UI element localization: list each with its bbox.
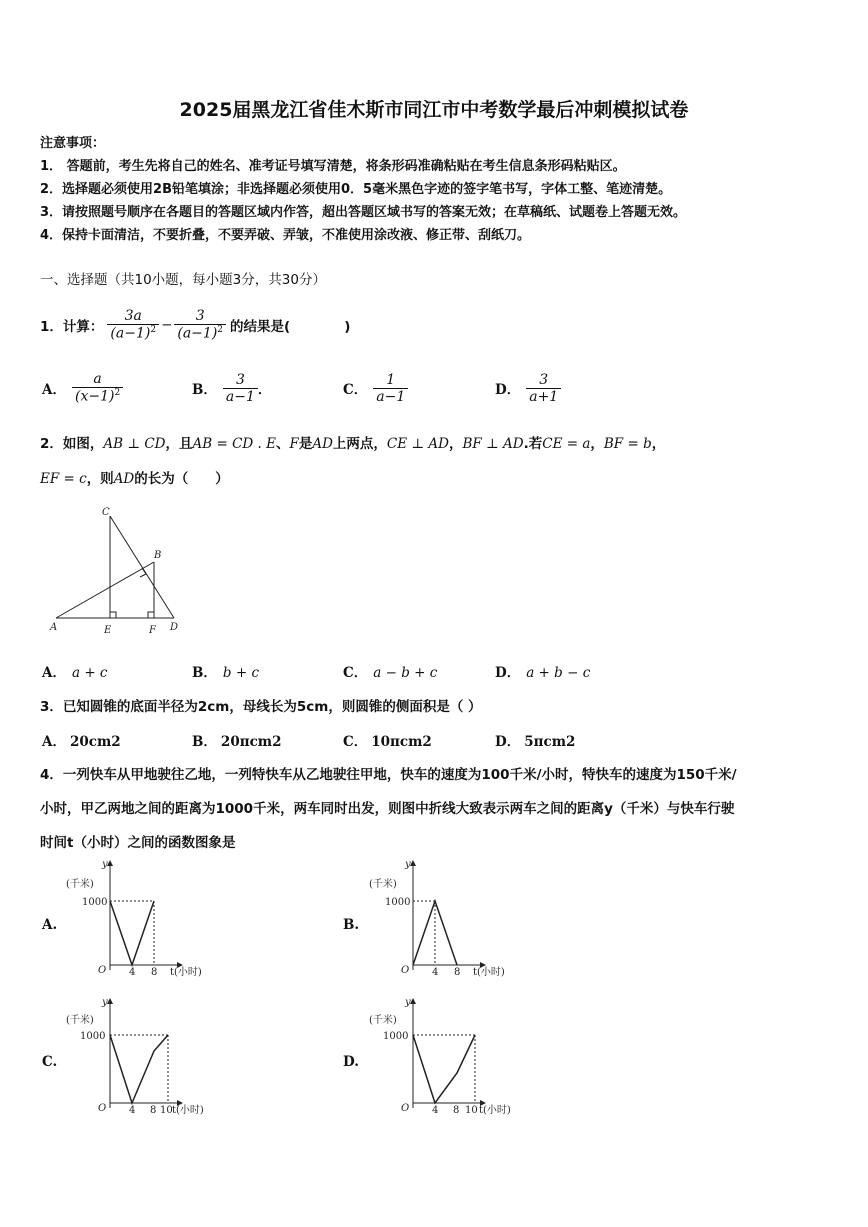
q3-option-a[interactable]: A． 20cm2	[42, 734, 121, 750]
y-unit: (千米)	[66, 879, 94, 890]
q1-fraction-2: $\frac{3}{(a-1)^2}$	[174, 308, 226, 342]
q3-option-b[interactable]: B． 20πcm2	[192, 734, 282, 750]
origin: O	[401, 965, 410, 976]
q2-option-c[interactable]: C． a − b + c	[343, 665, 438, 681]
q1-suffix: 的结果是( )	[230, 319, 351, 335]
segment-cd	[110, 516, 174, 618]
q2-option-b[interactable]: B． b + c	[192, 665, 260, 681]
t-unit: t(小时)	[172, 1105, 204, 1116]
t-4: 4	[432, 967, 439, 978]
q2-geometry-figure	[40, 500, 200, 640]
y-unit: (千米)	[66, 1015, 94, 1026]
question-4-line-3: 时间t（小时）之间的函数图象是	[40, 835, 236, 851]
y-1000: 1000	[383, 1031, 409, 1042]
q4-option-a[interactable]: A.	[42, 917, 58, 933]
segment-ab	[56, 562, 154, 618]
question-3: 3．已知圆锥的底面半径为2cm，母线长为5cm，则圆锥的侧面积是（ ）	[40, 699, 482, 715]
y-label: y	[405, 859, 411, 870]
note-item: 3．请按照题号顺序在各题目的答题区域内作答，超出答题区域书写的答案无效；在草稿纸、试题卷上答题无效。	[40, 205, 687, 220]
y-1000: 1000	[385, 897, 411, 908]
origin: O	[98, 965, 107, 976]
t-unit: t(小时)	[170, 967, 202, 978]
t-4: 4	[129, 1105, 136, 1116]
q1-prefix: 1．计算：	[40, 319, 104, 335]
label-c: C	[102, 507, 110, 518]
q4-graph-d	[365, 993, 525, 1123]
q1-option-a[interactable]: A． $\frac{a}{(x-1)^2}$	[42, 366, 123, 410]
q4-option-c[interactable]: C.	[42, 1054, 58, 1070]
graph-line	[110, 1035, 168, 1103]
label-f: F	[149, 625, 156, 636]
t-unit: t(小时)	[479, 1105, 511, 1116]
question-2-line-2: EF = c，则AD的长为（ ）	[40, 471, 229, 487]
origin: O	[401, 1103, 410, 1114]
q4-option-d[interactable]: D.	[343, 1054, 359, 1070]
label-e: E	[104, 625, 112, 636]
note-item: 4．保持卡面清洁，不要折叠，不要弄破、弄皱，不准使用涂改液、修正带、刮纸刀。	[40, 228, 531, 243]
q4-option-b[interactable]: B.	[343, 917, 360, 933]
q1-fraction-1: $\frac{3a}{(a-1)^2}$	[107, 308, 159, 342]
t-10: 10	[160, 1105, 173, 1116]
right-angle-f	[148, 612, 154, 618]
question-1	[40, 300, 350, 350]
t-8: 8	[151, 967, 158, 978]
question-4-line-2: 小时，甲乙两地之间的距离为1000千米，两车同时出发，则图中折线大致表示两车之间的距离y（千米）与快车行驶	[40, 801, 735, 817]
note-item: 2．选择题必须使用2B铅笔填涂；非选择题必须使用0．5毫米黑色字迹的签字笔书写，字体工整、笔迹清楚。	[40, 182, 672, 197]
t-unit: t(小时)	[473, 967, 505, 978]
t-8: 8	[150, 1105, 157, 1116]
t-8: 8	[454, 967, 461, 978]
q2-option-d[interactable]: D． a + b − c	[495, 665, 591, 681]
q4-graph-a	[62, 855, 222, 985]
q1-option-c[interactable]: C． $\frac{1}{a-1}$	[343, 366, 408, 410]
page-title: 2025届黑龙江省佳木斯市同江市中考数学最后冲刺模拟试卷	[179, 99, 689, 121]
label-b: B	[154, 550, 162, 561]
right-angle-e	[110, 612, 116, 618]
y-label: y	[102, 859, 108, 870]
note-item: 1． 答题前，考生先将自己的姓名、准考证号填写清楚，将条形码准确粘贴在考生信息条形码粘贴区。	[40, 159, 626, 174]
y-label: y	[102, 997, 108, 1008]
origin: O	[98, 1103, 107, 1114]
t-10: 10	[465, 1105, 478, 1116]
label-d: D	[170, 622, 179, 633]
q1-option-b[interactable]: B． $\frac{3}{a-1}$ ．	[192, 371, 272, 405]
question-4-line-1: 4．一列快车从甲地驶往乙地，一列特快车从乙地驶往甲地，快车的速度为100千米/小时，特快车的速度为150千米/	[40, 767, 737, 783]
y-1000: 1000	[82, 897, 108, 908]
q4-graph-c	[62, 993, 222, 1123]
notes-heading: 注意事项：	[40, 136, 106, 151]
q1-option-d[interactable]: D． $\frac{3}{a+1}$	[495, 366, 561, 410]
y-unit: (千米)	[369, 879, 397, 890]
q2-option-a[interactable]: A． a + c	[42, 665, 108, 681]
y-1000: 1000	[80, 1031, 106, 1042]
q4-graph-b	[365, 855, 525, 985]
section-heading: 一、选择题（共10小题，每小题3分，共30分）	[40, 272, 326, 288]
label-a: A	[50, 622, 58, 633]
y-unit: (千米)	[369, 1015, 397, 1026]
t-4: 4	[432, 1105, 439, 1116]
q3-option-d[interactable]: D． 5πcm2	[495, 734, 576, 750]
q3-option-c[interactable]: C． 10πcm2	[343, 734, 432, 750]
graph-line	[110, 901, 154, 965]
y-label: y	[405, 997, 411, 1008]
question-2-line-1: 2．如图，AB ⊥ CD，且AB = CD . E、F是AD上两点，CE ⊥ AD，BF ⊥ AD.若CE = a，BF = b，	[40, 436, 666, 452]
t-4: 4	[129, 967, 136, 978]
q1-minus: −	[161, 317, 173, 333]
graph-line	[413, 1035, 475, 1103]
t-8: 8	[453, 1105, 460, 1116]
